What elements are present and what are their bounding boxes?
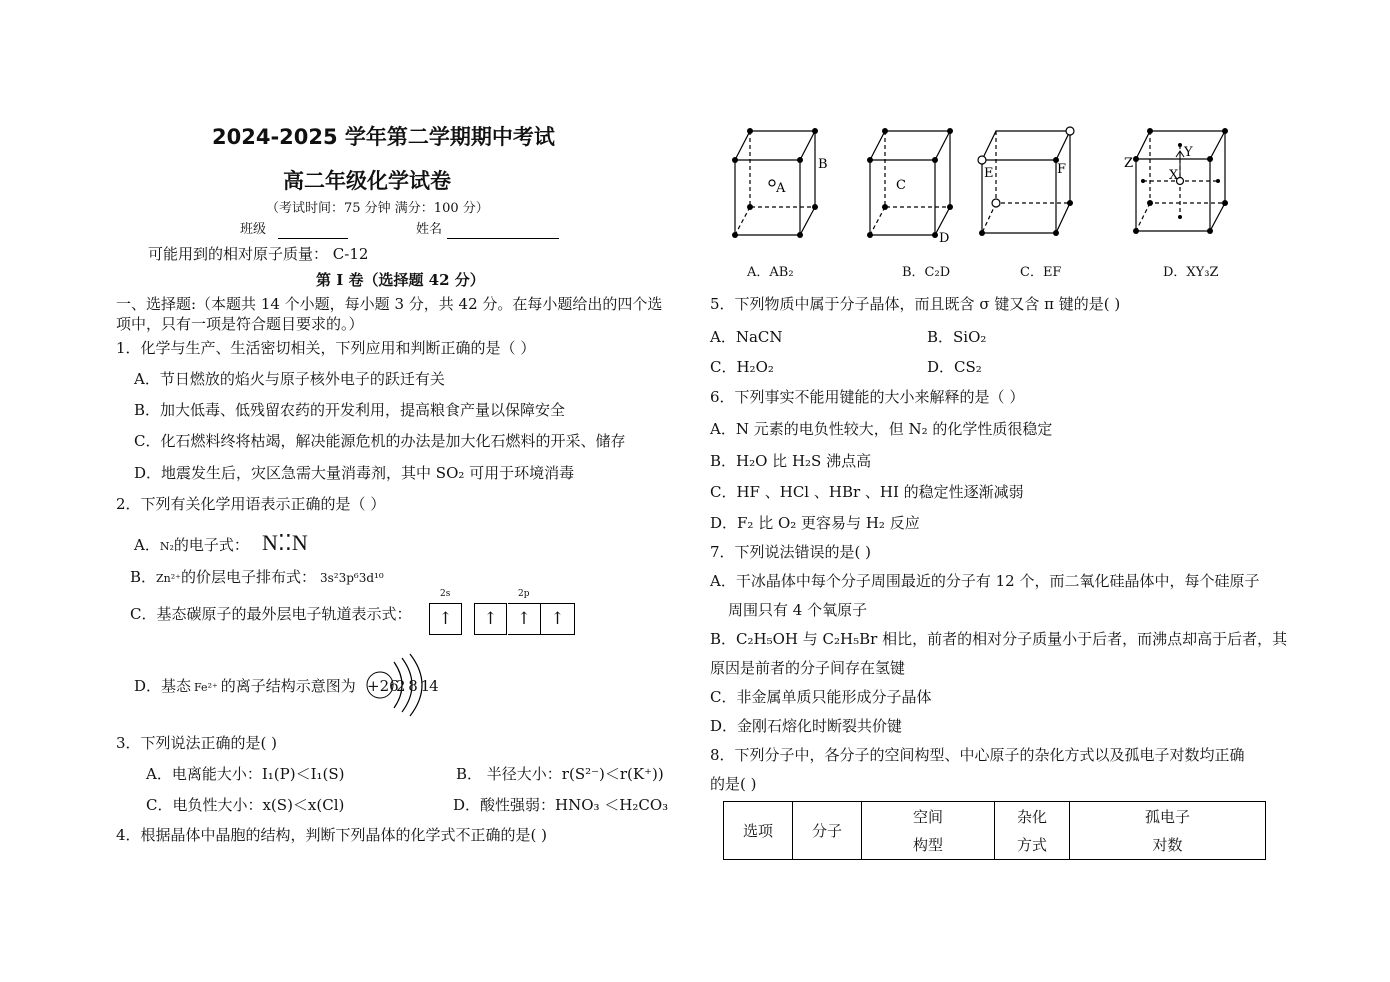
- q7-stem: 7．下列说法错误的是( ): [710, 543, 872, 561]
- spin-up-icon: ↑: [516, 609, 532, 629]
- atom-label-b: B: [818, 157, 828, 172]
- q1-option-b: B．加大低毒、低残留农药的开发利用，提高粮食产量以保障安全: [134, 401, 566, 419]
- q3-option-b: B． 半径大小：r(S²⁻)＜r(K⁺)): [456, 765, 664, 783]
- q4-option-c: C．EF: [1020, 265, 1062, 280]
- q4-option-b: B．C₂D: [902, 265, 951, 280]
- q8-col-molecule: 分子: [793, 802, 862, 860]
- q1-option-c: C．化石燃料终将枯竭，解决能源危机的办法是加大化石燃料的开采、储存: [134, 432, 626, 450]
- atom-label-y: Y: [1184, 145, 1193, 160]
- q4-option-d: D．XY₃Z: [1163, 265, 1219, 280]
- table-row: [724, 802, 1266, 860]
- atomic-mass-note: 可能用到的相对原子质量： C-12: [148, 245, 369, 263]
- name-label: 姓名: [416, 222, 443, 237]
- q2-option-d: D．基态 Fe²⁺ 的离子结构示意图为: [134, 677, 356, 695]
- fe-shell-electrons: 2 8 14: [396, 677, 438, 695]
- name-field: [416, 221, 559, 239]
- q7-option-b-line1: B．C₂H₅OH 与 C₂H₅Br 相比，前者的相对分子质量小于后者，而沸点却高于后者，其: [710, 630, 1288, 648]
- orbital-2p-box-3: [541, 603, 575, 635]
- atom-label-c: C: [896, 178, 906, 193]
- q5-stem: 5．下列物质中属于分子晶体，而且既含 σ 键又含 π 键的是( ): [710, 295, 1121, 313]
- exam-info: （考试时间：75 分钟 满分：100 分）: [266, 201, 489, 216]
- q5-option-a: A．NaCN: [710, 328, 783, 346]
- q6-option-c: C．HF 、HCl 、HBr 、HI 的稳定性逐渐减弱: [710, 483, 1024, 501]
- q8-col-lone-pairs: 孤电子 对数: [1070, 802, 1266, 860]
- atom-label-a: A: [776, 181, 786, 196]
- spin-up-icon: ↑: [438, 609, 453, 629]
- q7-option-c: C．非金属单质只能形成分子晶体: [710, 688, 932, 706]
- exam-subtitle: 高二年级化学试卷: [283, 169, 451, 193]
- q5-option-b: B．SiO₂: [927, 328, 987, 346]
- orbital-2p-label: 2p: [518, 589, 530, 599]
- unit-cell-diagrams: [720, 115, 1240, 255]
- q1-option-d: D．地震发生后，灾区急需大量消毒剂，其中 SO₂ 可用于环境消毒: [134, 464, 575, 482]
- fe-nucleus-charge: +26: [367, 677, 399, 695]
- q2-option-c: C．基态碳原子的最外层电子轨道表示式：: [130, 605, 412, 623]
- section-title: 第 I 卷（选择题 42 分）: [316, 271, 485, 289]
- q2-option-b: B．Zn²⁺的价层电子排布式： 3s²3p⁶3d¹⁰: [130, 568, 384, 586]
- q2-b-formula: Zn²⁺: [156, 572, 181, 585]
- q6-option-b: B．H₂O 比 H₂S 沸点高: [710, 452, 872, 470]
- atom-label-e: E: [984, 166, 994, 181]
- q8-stem-line2: 的是( ): [710, 775, 757, 793]
- q7-option-b-line2: 原因是前者的分子间存在氢键: [710, 659, 906, 677]
- orbital-2s-label: 2s: [440, 589, 451, 599]
- q8-stem-line1: 8．下列分子中，各分子的空间构型、中心原子的杂化方式以及孤电子对数均正确: [710, 746, 1245, 764]
- q6-option-a: A．N 元素的电负性较大，但 N₂ 的化学性质很稳定: [710, 420, 1053, 438]
- q4-option-a: A．AB₂: [747, 265, 794, 280]
- q3-stem: 3．下列说法正确的是( ): [116, 734, 278, 752]
- q2-stem: 2．下列有关化学用语表示正确的是（ ）: [116, 495, 386, 513]
- q7-option-a-line2: 周围只有 4 个氧原子: [728, 601, 868, 619]
- q6-stem: 6．下列事实不能用键能的大小来解释的是（ ）: [710, 388, 1025, 406]
- q8-table: [723, 801, 1266, 860]
- q1-option-a: A．节日燃放的焰火与原子核外电子的跃迁有关: [134, 370, 445, 388]
- class-blank[interactable]: [278, 224, 348, 239]
- q5-option-d: D．CS₂: [927, 358, 982, 376]
- q8-col-geometry: 空间 构型: [862, 802, 995, 860]
- q5-option-c: C．H₂O₂: [710, 358, 774, 376]
- q6-option-d: D．F₂ 比 O₂ 更容易与 H₂ 反应: [710, 514, 920, 532]
- q2-d-formula: Fe²⁺: [194, 681, 218, 694]
- name-blank[interactable]: [447, 224, 559, 239]
- q2-a-electron-formula: N⁚⁚N: [262, 530, 308, 555]
- q8-col-option: 选项: [724, 802, 793, 860]
- orbital-2s-box: [429, 603, 462, 635]
- atom-label-d: D: [939, 231, 950, 246]
- q3-option-c: C．电负性大小：x(S)＜x(Cl): [146, 796, 345, 814]
- atom-label-f: F: [1057, 162, 1067, 177]
- q1-stem: 1．化学与生产、生活密切相关，下列应用和判断正确的是（ ）: [116, 339, 536, 357]
- atom-label-z: Z: [1124, 156, 1134, 171]
- section-instruction-1: 一、选择题:（本题共 14 个小题，每小题 3 分，共 42 分。在每小题给出的四个选: [116, 295, 663, 313]
- q7-option-a-line1: A．干冰晶体中每个分子周围最近的分子有 12 个，而二氧化硅晶体中，每个硅原子: [710, 572, 1260, 590]
- orbital-2p-box-1: [474, 603, 507, 635]
- orbital-2p-box-2: [508, 603, 541, 635]
- class-field: [240, 221, 348, 239]
- spin-up-icon: ↑: [483, 609, 498, 629]
- atom-label-x: X: [1169, 168, 1179, 183]
- q3-option-d: D．酸性强弱：HNO₃ ＜H₂CO₃: [453, 796, 669, 814]
- q2-b-config: 3s²3p⁶3d¹⁰: [320, 571, 384, 585]
- spin-up-icon: ↑: [550, 609, 565, 629]
- q2-a-formula: N₂: [159, 540, 174, 553]
- class-label: 班级: [240, 222, 267, 237]
- exam-title: 2024-2025 学年第二学期期中考试: [212, 125, 555, 149]
- section-instruction-2: 项中，只有一项是符合题目要求的。）: [116, 315, 364, 333]
- q3-option-a: A．电离能大小：I₁(P)＜I₁(S): [146, 765, 345, 783]
- q7-option-d: D．金刚石熔化时断裂共价键: [710, 717, 903, 735]
- q2-option-a: A．N₂的电子式：: [134, 536, 249, 554]
- q8-col-hybridization: 杂化 方式: [995, 802, 1070, 860]
- q4-stem: 4．根据晶体中晶胞的结构，判断下列晶体的化学式不正确的是( ): [116, 826, 548, 844]
